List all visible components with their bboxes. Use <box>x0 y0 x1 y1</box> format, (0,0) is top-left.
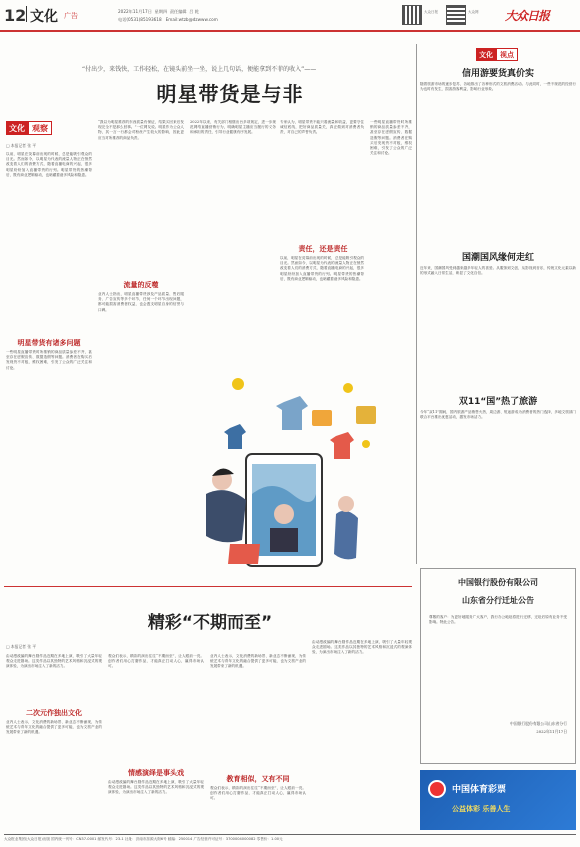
email[interactable]: Email:wtzb@dzwww.com <box>165 17 218 22</box>
divider <box>26 6 27 22</box>
shopping-phone-illustration <box>186 344 410 580</box>
bottom-col3-b: 观众们表示，精彩的演出往往“不期而至”，让人眼前一亮。创作者们用心打磨作品，才能真正打动人心，赢得市场认可。 <box>210 786 306 801</box>
bottom-headline: 精彩“不期而至” <box>147 613 273 633</box>
subhead-responsibility: 责任，还是责任 <box>298 245 348 253</box>
contact-line <box>118 17 218 23</box>
ad-box <box>420 568 576 764</box>
subhead-problems: 明星带货有诸多问题 <box>17 339 81 347</box>
bottom-col3-a: 业内人士表示，文化消费的新场景、新业态不断涌现，为传统艺术与青年文化的融合提供了更多可能，也为文旅产业的发展带来了新的机遇。 <box>210 654 306 669</box>
lottery-ad[interactable] <box>420 770 576 830</box>
lottery-logo-icon <box>428 780 446 798</box>
feature-col1-b: 一些明星直播带货时所推销的商品质量参差不齐，甚至存在虚假宣传、数据造假等问题。消费者在购买后发现货不对板，维权困难，引发了公众的广泛关注和讨论。 <box>6 350 92 370</box>
subhead-2d-culture: 二次元作独出文化 <box>26 709 82 717</box>
masthead <box>0 0 580 38</box>
bottom-col2-a: 观众们表示，精彩的演出往往“不期而至”，让人眼前一亮。创作者们用心打磨作品，才能真正打动人心，赢得市场认可。 <box>108 654 204 669</box>
feature-col5: 以前，明星在荧幕前出现的时候，总是能吸引观众的目光。然而如今，以明星为代表的流量人物正在悄然改变着人们的消费方式，随着直播电商的兴起，很多明星纷纷加入直播带货的行列。明星带货的热潮背后，既有商业逻辑驱动，也暗藏着诸多风险和隐患。 <box>280 256 364 281</box>
right-headline-1: 信用游要货真价实 <box>461 69 534 79</box>
bottom-col1-b: 业内人士表示，文化消费的新场景、新业态不断涌现，为传统艺术与青年文化的融合提供了更多可能，也为文旅产业的发展带来了新的机遇。 <box>6 720 102 735</box>
subhead-education: 教育相似，又有不同 <box>226 775 290 783</box>
right-badge <box>476 48 518 61</box>
ad-bank-name: 中国银行股份有限公司 <box>458 578 538 587</box>
bottom-byline: □ 本报记者 张 平 <box>6 644 36 649</box>
feature-badge <box>6 121 52 135</box>
date: 2022年11月17日 <box>118 9 152 14</box>
lottery-slogan: 公益体彩 乐善人生 <box>452 805 511 813</box>
feature-col2-a: “我以为明星推荐的东西质量有保证，结果买回来后发现完全不是那么回事。”一位网友说。明星作为公众人物，其一言一行都会对粉丝产生较大的影响，因此更应当对所推荐的商品负责。 <box>98 120 184 140</box>
qr-code-2[interactable] <box>446 5 466 25</box>
qr-label-1: 大众日报 <box>424 10 438 14</box>
feature-col3: 2022年以来，有关部门相继出台多项规定，进一步规范网络直播营销行为，明确明星主播应当履行的义务和承担的责任，引导行业健康有序发展。 <box>190 120 276 135</box>
masthead-rule <box>0 30 580 32</box>
bottom-col1-a: 由动漫改编的舞台剧作品近期在多地上演，吸引了大量年轻观众走进剧场。这类作品以其独特的艺术风格和沉浸式的观演体验，为演出市场注入了新的活力。 <box>6 654 102 669</box>
right-headline-3: 双11“国”热了旅游 <box>458 397 538 407</box>
feature-col6: 一些明星直播带货时所推销的商品质量参差不齐，甚至存在虚假宣传、数据造假等问题。消费者在购买后发现货不对板，维权困难，引发了公众的广泛关注和讨论。 <box>370 120 412 156</box>
editor-label: 责任编辑 <box>169 9 187 14</box>
bottom-rule <box>4 586 412 587</box>
paper-logo: 大众日报 <box>505 9 550 23</box>
date-line <box>118 9 199 15</box>
subhead-emotion: 情感演绎是事头戏 <box>128 769 184 777</box>
feature-illustration <box>186 344 410 580</box>
badge-observe: 观察 <box>28 121 52 135</box>
badge-culture-right: 文化 <box>476 48 496 61</box>
page-number: 12 <box>4 6 27 25</box>
feature-col1-a: 以前，明星在荧幕前出现的时候，总是能吸引观众的目光。然而如今，以明星为代表的流量人物正在悄然改变着人们的消费方式，随着直播电商的兴起，很多明星纷纷加入直播带货的行列。明星带货的热潮背后，既有商业逻辑驱动，也暗藏着诸多风险和隐患。 <box>6 152 92 177</box>
feature-byline: □ 本报记者 张 平 <box>6 143 36 148</box>
footer-rule <box>4 834 576 835</box>
badge-viewpoint: 视点 <box>496 48 518 61</box>
badge-culture: 文化 <box>6 121 28 135</box>
right-headline-2: 国潮国风缘何走红 <box>461 253 534 263</box>
right-divider <box>416 44 417 564</box>
right-text-1: 随着旅游市场的逐步复苏，各地推出了各种形式的文旅消费活动。与此同时，一些不规范的经营行为也时有发生，损害游客利益，影响行业形象。 <box>420 82 576 92</box>
ad-body: 尊敬的客户：为更好地服务广大客户，我行办公地址将进行迁移，迁址后原有业务不受影响。特此公告。 <box>429 615 567 625</box>
ad-tag: 广告 <box>64 12 78 20</box>
feature-col2-b: 业内人士指出，明星直播带货涉及产品质量、售后服务、广告宣传等多个环节，任何一个环节出现问题，都可能损害消费者权益，也会透支明星自身的信誉与口碑。 <box>98 292 184 312</box>
feature-quote: “付出少，来钱快，工作轻松，在镜头前坐一坐，说上几句话，便能拿到不菲的收入”—— <box>82 66 317 73</box>
right-text-3: 今年“双11”期间，国内旅游产品销售火热，周边游、短途游成为消费者的热门选择，多地文旅部门联合平台推出优惠活动，激发市场活力。 <box>420 410 576 420</box>
right-text-2: 近年来，国潮国风受到越来越多年轻人的喜爱。从服饰到文创，从影视到音乐，传统文化元素以新的形式融入日常生活，彰显了文化自信。 <box>420 266 576 276</box>
subhead-backlash: 流量的反噬 <box>123 281 159 289</box>
qr-code-1[interactable] <box>402 5 422 25</box>
footer-imprint: 大众报业集团(大众日报)出版 国内统一刊号：CN37-0001 邮发代号：23-1 社址：济南市泺源大街6号 邮编：250014 广告经营许可证号：3700004000082 零售价：1.00元 <box>4 837 283 841</box>
phone: 电话(0531)85193618 <box>118 17 162 22</box>
ad-signature: 中国银行股份有限公司山东省分行 <box>510 721 567 726</box>
ad-date: 2022年11月17日 <box>536 729 567 734</box>
bottom-col2-b: 由动漫改编的舞台剧作品近期在多地上演，吸引了大量年轻观众走进剧场。这类作品以其独特的艺术风格和沉浸式的观演体验，为演出市场注入了新的活力。 <box>108 780 204 795</box>
feature-headline: 明星带货是与非 <box>156 82 304 106</box>
weekday: 星期四 <box>154 9 168 14</box>
section-title: 文化 <box>30 9 58 25</box>
ad-notice-title: 山东省分行迁址公告 <box>462 596 534 605</box>
feature-col4: 专家认为，明星带货不能只看流量和收益，更要守住诚信底线，把好商品质量关，真正做到对消费者负责，对自己的声誉负责。 <box>280 120 364 135</box>
editor-name: 吕 乾 <box>189 9 199 14</box>
bottom-col4: 由动漫改编的舞台剧作品近期在多地上演，吸引了大量年轻观众走进剧场。这类作品以其独特的艺术风格和沉浸式的观演体验，为演出市场注入了新的活力。 <box>312 640 412 655</box>
lottery-title: 中国体育彩票 <box>452 785 507 795</box>
qr-label-2: 大众网 <box>468 10 479 14</box>
